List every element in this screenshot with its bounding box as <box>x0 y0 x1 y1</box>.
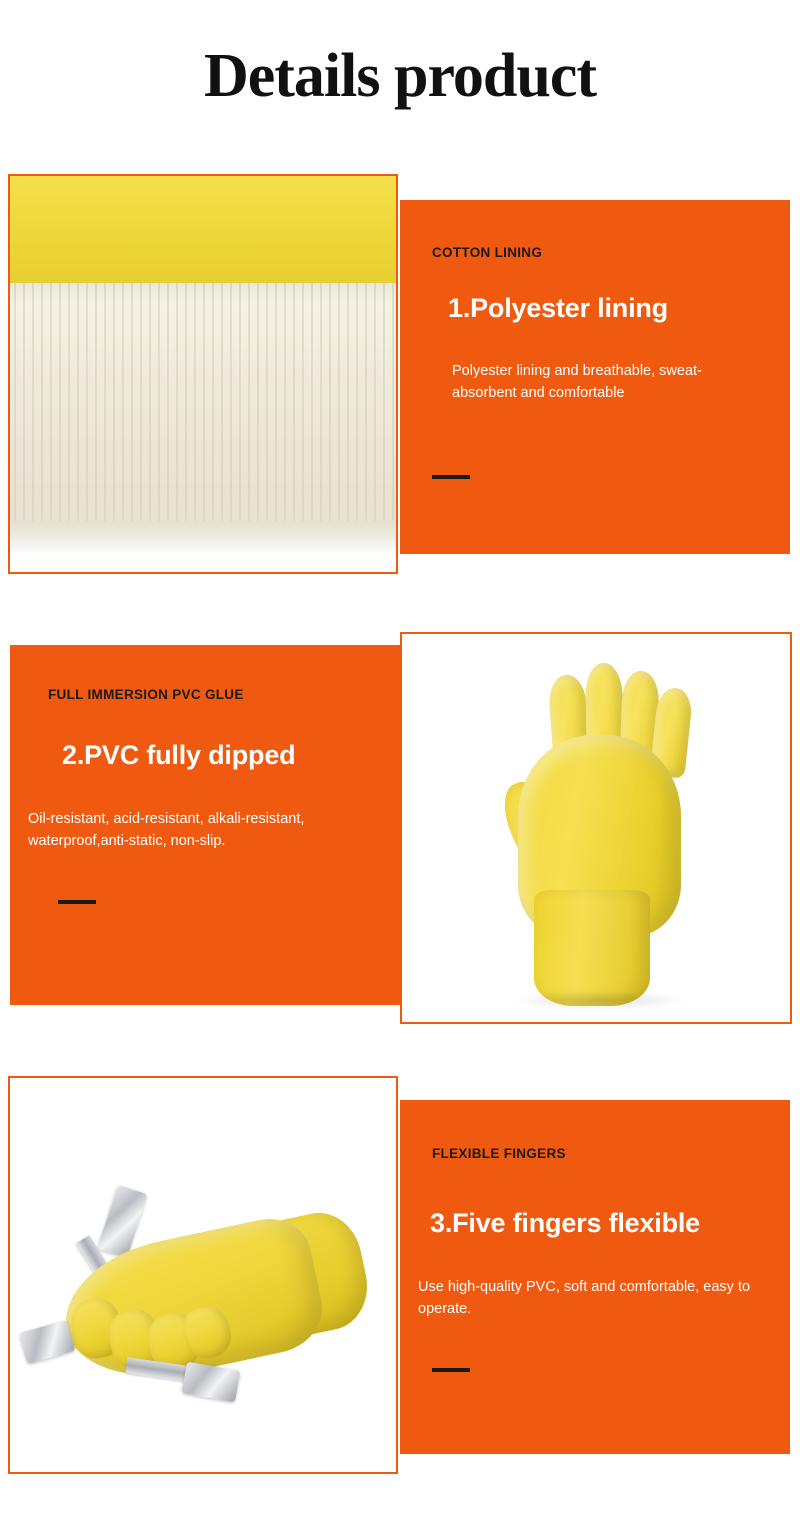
glove-illustration <box>402 634 790 1022</box>
section-2-kicker: FULL IMMERSION PVC GLUE <box>48 687 244 702</box>
flexible-fingers-image <box>8 1076 398 1474</box>
section-1-divider <box>432 475 470 479</box>
section-3-body: Use high-quality PVC, soft and comfortable, easy to operate. <box>418 1279 751 1318</box>
section-1-headline: 1.Polyester lining <box>448 293 668 323</box>
section-2-headline: 2.PVC fully dipped <box>62 740 296 770</box>
glove-shadow <box>511 991 689 1010</box>
cotton-lining-image <box>8 174 398 574</box>
metal-bolt-right <box>181 1361 240 1401</box>
section-1-panel <box>400 200 790 554</box>
image-fade <box>10 517 396 572</box>
pvc-dipped-glove-image <box>400 632 792 1024</box>
section-3-kicker: FLEXIBLE FINGERS <box>432 1146 566 1161</box>
section-3-divider <box>432 1368 470 1372</box>
section-3-headline: 3.Five fingers flexible <box>430 1208 701 1238</box>
page-title: Details product <box>203 42 597 110</box>
section-1-body: Polyester lining and breathable, sweat-absorbent and comfortable <box>452 363 702 402</box>
cotton-lining-illustration <box>10 176 396 572</box>
section-2-panel <box>10 645 400 1005</box>
section-2-divider <box>58 900 96 904</box>
section-2-body: Oil-resistant, acid-resistant, alkali-resistant, waterproof,anti-static, non-slip. <box>28 811 305 850</box>
grip-illustration <box>10 1078 396 1472</box>
section-1-kicker: COTTON LINING <box>432 245 543 260</box>
glove-knit-lining-area <box>8 283 398 529</box>
glove-yellow-pvc-area <box>8 176 398 299</box>
metal-bolt-left <box>18 1320 75 1364</box>
glove-cuff <box>534 890 650 1006</box>
section-3-panel <box>400 1100 790 1454</box>
